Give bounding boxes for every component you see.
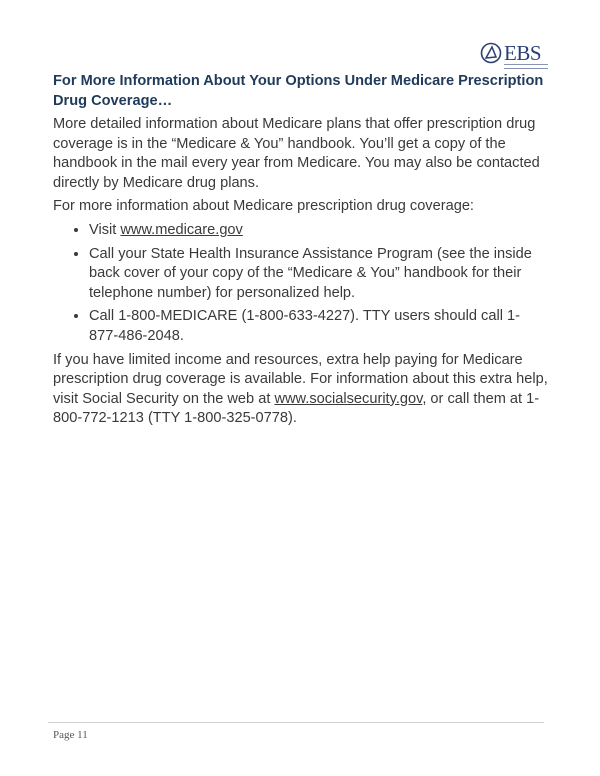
ebs-logo [480,42,541,64]
list-item: • Call 1-800-MEDICARE (1-800-633-4227). TTY users should call 1-877-486-2048. [89,307,549,346]
footer-divider [48,722,544,723]
document-body [53,71,549,433]
logo-underline [504,64,548,69]
list-item [89,221,549,241]
paragraph-handbook: More detailed information about Medicare plans that offer prescription drug coverage is in the “Medicare & You” handbook. You’ll get a copy of the handbook in the mail every year from Medicare. You may also be contacted directly by Medicare drug plans. [53,116,540,191]
paragraph-more-info: For more information about Medicare prescription drug coverage: [53,198,474,215]
paragraph-extra-help [53,351,549,429]
medicare-link[interactable]: www.medicare.gov [120,221,243,238]
socialsecurity-link[interactable]: www.socialsecurity.gov [274,390,423,407]
page-number: Page 11 [53,729,88,741]
bullet-list [53,221,549,347]
paragraph-text: , or call them at 1-800-772-1213 (TTY 1-800-325-0778). [53,390,540,427]
list-item-text: Visit [89,221,121,238]
logo-text: EBS [504,40,542,65]
ebs-compass-icon [480,42,502,64]
list-item: • Call your State Health Insurance Assistance Program (see the inside back cover of your copy of the “Medicare & You” handbook for their telephone number) for personalized help. [89,245,549,304]
paragraph-text: If you have limited income and resources, extra help paying for Medicare prescription drug coverage is available. For information about this extra help, visit Social Security on the web at [53,351,548,407]
section-heading: For More Information About Your Options Under Medicare Prescription Drug Coverage… [53,73,544,109]
